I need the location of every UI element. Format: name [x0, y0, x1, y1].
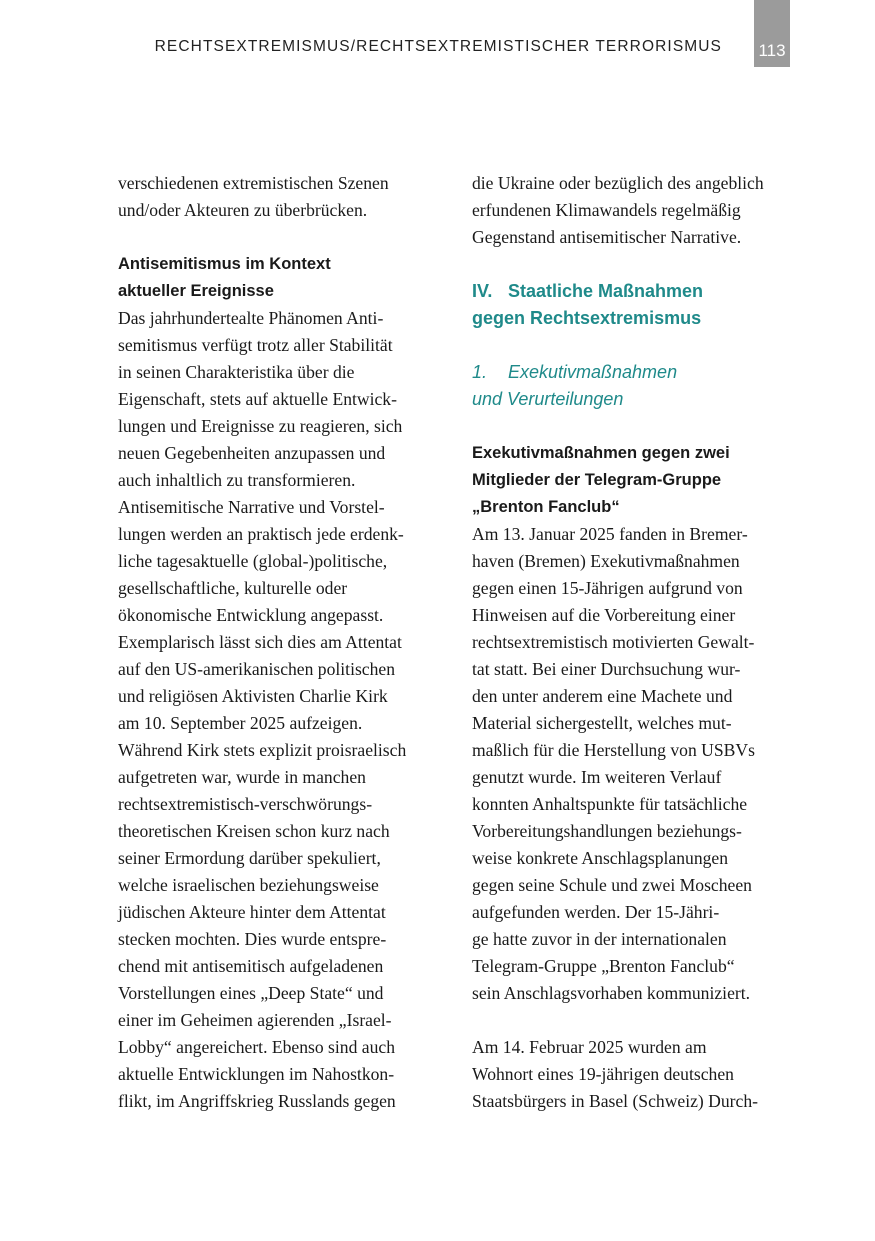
text-line: Vorbereitungshandlungen beziehungs-	[472, 821, 742, 841]
text-line: aktuelle Entwicklungen im Nahostkon-	[118, 1064, 395, 1084]
topic-heading-brenton-fanclub	[472, 440, 797, 521]
text-line: weise konkrete Anschlagsplanungen	[472, 848, 729, 868]
right-column	[472, 170, 797, 1115]
text-line: Vorstellungen eines „Deep State“ und	[118, 983, 384, 1003]
running-header-title: RECHTSEXTREMISMUS/RECHTSEXTREMISTISCHER TERRORISMUS	[154, 38, 722, 55]
text-line: in seinen Charakteristika über die	[118, 362, 355, 382]
text-line: einer im Geheimen agierenden „Israel-	[118, 1010, 392, 1030]
text-line: Das jahrhundertealte Phänomen Anti-	[118, 308, 384, 328]
text-line: Lobby“ angereichert. Ebenso sind auch	[118, 1037, 395, 1057]
subsection-number: 1.	[472, 362, 488, 382]
text-line: haven (Bremen) Exekutivmaßnahmen	[472, 551, 740, 571]
text-line: rechtsextremistisch-verschwörungs-	[118, 794, 373, 814]
text-line: genutzt wurde. Im weiteren Verlauf	[472, 767, 722, 787]
text-line: Exemplarisch lässt sich dies am Attentat	[118, 632, 402, 652]
intro-paragraph	[118, 170, 443, 224]
text-line: lungen werden an praktisch jede erdenk-	[118, 524, 404, 544]
text-line: Gegenstand antisemitischer Narrative.	[472, 227, 742, 247]
topic-heading-antisemitism	[118, 251, 443, 305]
text-line: Antisemitische Narrative und Vorstel-	[118, 497, 385, 517]
subsection-heading	[472, 359, 797, 413]
text-line: konnten Anhaltspunkte für tatsächliche	[472, 794, 748, 814]
text-line: welche israelischen beziehungsweise	[118, 875, 379, 895]
text-line: Staatsbürgers in Basel (Schweiz) Durch-	[472, 1091, 758, 1111]
text-line: die Ukraine oder bezüglich des angeblich	[472, 173, 764, 193]
text-line: stecken mochten. Dies wurde entspre-	[118, 929, 387, 949]
text-line: verschiedenen extremistischen Szenen	[118, 173, 389, 193]
heading-line: Mitglieder der Telegram-Gruppe	[472, 471, 722, 489]
text-line: tat statt. Bei einer Durchsuchung wur-	[472, 659, 741, 679]
section-number: IV.	[472, 281, 493, 301]
text-line: rechtsextremistisch motivierten Gewalt-	[472, 632, 755, 652]
section-title-line: gegen Rechtsextremismus	[472, 308, 702, 328]
heading-line: Exekutivmaßnahmen gegen zwei	[472, 444, 730, 462]
body-paragraph	[118, 305, 443, 1115]
text-line: gesellschaftliche, kulturelle oder	[118, 578, 348, 598]
text-line: jüdischen Akteure hinter dem Attentat	[118, 902, 386, 922]
heading-line: aktueller Ereignisse	[118, 282, 274, 300]
page-number-box	[754, 0, 790, 67]
continued-paragraph	[472, 170, 797, 251]
text-line: Am 14. Februar 2025 wurden am	[472, 1037, 707, 1057]
text-line: sein Anschlagsvorhaben kommuniziert.	[472, 983, 751, 1003]
section-title-line: Staatliche Maßnahmen	[508, 281, 704, 301]
text-line: seiner Ermordung darüber spekuliert,	[118, 848, 381, 868]
text-line: und/oder Akteuren zu überbrücken.	[118, 200, 368, 220]
text-line: neuen Gegebenheiten anzupassen und	[118, 443, 386, 463]
text-line: semitismus verfügt trotz aller Stabilität	[118, 335, 393, 355]
text-line: gegen einen 15-Jährigen aufgrund von	[472, 578, 743, 598]
text-line: auch inhaltlich zu transformieren.	[118, 470, 356, 490]
text-line: ökonomische Entwicklung angepasst.	[118, 605, 384, 625]
subsection-title-line: und Verurteilungen	[472, 389, 624, 409]
text-line: und religiösen Aktivisten Charlie Kirk	[118, 686, 388, 706]
text-line: maßlich für die Herstellung von USBVs	[472, 740, 755, 760]
text-line: erfundenen Klimawandels regelmäßig	[472, 200, 741, 220]
left-column	[118, 170, 443, 1115]
text-line: Am 13. Januar 2025 fanden in Bremer-	[472, 524, 748, 544]
body-paragraph	[472, 521, 797, 1007]
text-line: auf den US-amerikanischen politischen	[118, 659, 396, 679]
text-line: gegen seine Schule und zwei Moscheen	[472, 875, 752, 895]
text-line: Wohnort eines 19-jährigen deutschen	[472, 1064, 734, 1084]
text-line: Während Kirk stets explizit proisraelisch	[118, 740, 407, 760]
heading-line: „Brenton Fanclub“	[472, 498, 620, 516]
text-line: theoretischen Kreisen schon kurz nach	[118, 821, 390, 841]
text-line: liche tagesaktuelle (global-)politische,	[118, 551, 388, 571]
heading-line: Antisemitismus im Kontext	[118, 255, 331, 273]
text-line: flikt, im Angriffskrieg Russlands gegen	[118, 1091, 396, 1111]
text-line: den unter anderem eine Machete und	[472, 686, 733, 706]
text-line: chend mit antisemitisch aufgeladenen	[118, 956, 384, 976]
text-line: aufgefunden werden. Der 15-Jähri-	[472, 902, 720, 922]
body-paragraph	[472, 1034, 797, 1115]
text-line: ge hatte zuvor in der internationalen	[472, 929, 727, 949]
text-line: Eigenschaft, stets auf aktuelle Entwick-	[118, 389, 397, 409]
text-line: Material sichergestellt, welches mut-	[472, 713, 732, 733]
text-line: am 10. September 2025 aufzeigen.	[118, 713, 363, 733]
text-line: Telegram-Gruppe „Brenton Fanclub“	[472, 956, 735, 976]
text-line: aufgetreten war, wurde in manchen	[118, 767, 366, 787]
section-heading	[472, 278, 797, 332]
text-line: lungen und Ereignisse zu reagieren, sich	[118, 416, 403, 436]
page-number: 113	[758, 41, 786, 60]
subsection-title-line: Exekutivmaßnahmen	[508, 362, 678, 382]
text-line: Hinweisen auf die Vorbereitung einer	[472, 605, 736, 625]
